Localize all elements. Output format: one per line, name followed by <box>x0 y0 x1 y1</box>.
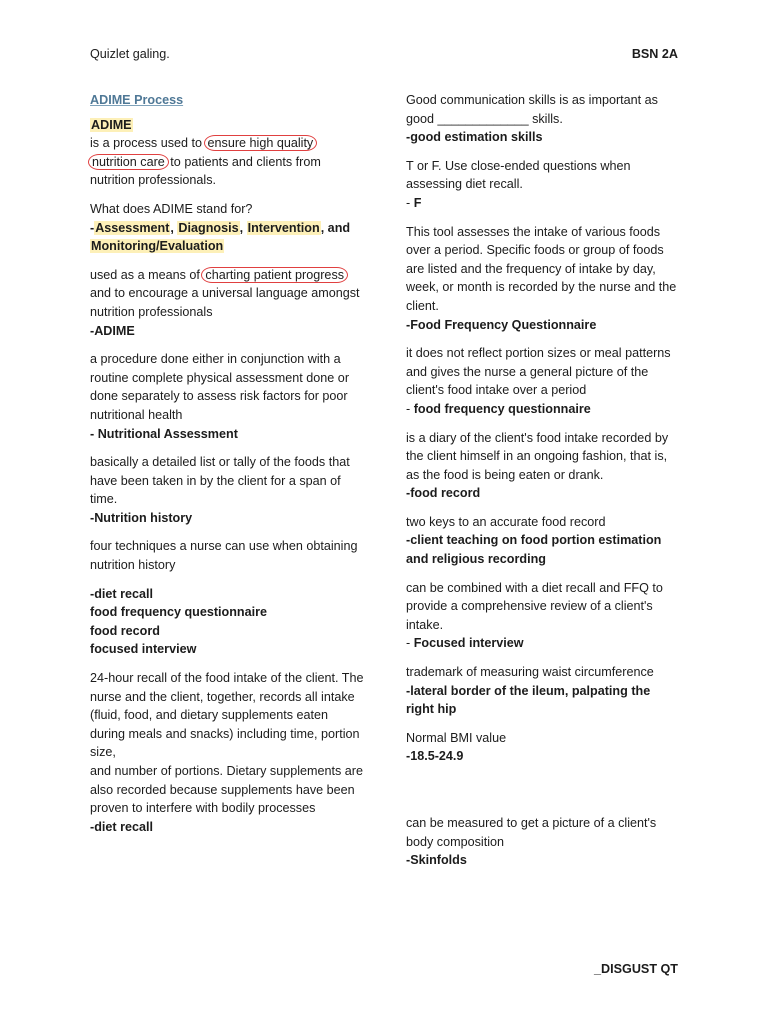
circled-phrase-2: nutrition care <box>88 154 169 170</box>
adime-title: ADIME <box>91 117 132 132</box>
circled-phrase-3: charting patient progress <box>201 267 348 283</box>
dash: - <box>406 195 414 210</box>
dash: - <box>406 636 414 651</box>
answer-text: Focused interview <box>413 636 524 651</box>
ffq-item <box>406 223 681 335</box>
question-text: four techniques a nurse can use when obtaining nutrition history <box>90 539 358 573</box>
nutritional-assessment-item <box>90 350 365 443</box>
question-text: a procedure done either in conjunction with a routine complete physical assessment done or done separately to assess risk factors for poor nutritional health <box>90 352 350 422</box>
right-column <box>406 91 681 880</box>
answer-text: food frequency questionnaire <box>413 401 591 416</box>
answer-line: focused interview <box>90 642 197 657</box>
answer-monitoring: Monitoring/Evaluation <box>91 239 224 254</box>
adime-definition <box>90 116 365 190</box>
food-record-item <box>406 429 681 503</box>
keys-item <box>406 513 681 569</box>
header-right: BSN 2A <box>631 47 678 61</box>
question-text: trademark of measuring waist circumference <box>406 665 654 680</box>
answer-intervention: Intervention <box>247 220 320 235</box>
question-text: T or F. Use close-ended questions when assessing diet recall. <box>406 158 631 192</box>
question-text: can be combined with a diet recall and FFQ to provide a comprehensive review of a client's intake. <box>406 580 663 632</box>
answer-text: -ADIME <box>90 323 135 338</box>
answer-text: - Nutritional Assessment <box>90 426 238 441</box>
answer-text: -client teaching on food portion estimation and religious recording <box>406 533 662 567</box>
ffq2-item <box>406 344 681 418</box>
separator: , <box>239 220 247 235</box>
circled-phrase-1: ensure high quality <box>204 135 318 151</box>
adime-stand-for <box>90 200 365 256</box>
question-text-2: and to encourage a universal language amongst nutrition professionals <box>90 286 360 319</box>
left-column <box>90 91 365 846</box>
question-text: used as a means of <box>90 267 204 282</box>
answer-text: -Nutrition history <box>90 510 193 525</box>
dash: - <box>406 401 414 416</box>
answer-text: -18.5-24.9 <box>406 749 464 764</box>
nutrition-history-item <box>90 453 365 527</box>
answer-assessment: Assessment <box>95 220 170 235</box>
answer-diagnosis: Diagnosis <box>178 220 239 235</box>
true-false-item <box>406 157 681 213</box>
answer-text: -Skinfolds <box>406 853 467 868</box>
answer-text: -good estimation skills <box>406 130 543 145</box>
techniques-item <box>90 537 365 659</box>
question-text: can be measured to get a picture of a client's body composition <box>406 816 657 849</box>
question-text: Normal BMI value <box>406 730 507 745</box>
question-text: is a diary of the client's food intake recorded by the client himself in an ongoing fashion, that is, as the food is being eaten or drank. <box>406 430 669 482</box>
question-text: 24-hour recall of the food intake of the client. The nurse and the client, together, records all intake (fluid, food, and dietary supplements eaten during meals and snacks) including time, portion size, <box>90 671 364 760</box>
charting-item <box>90 266 365 340</box>
question-text: Good communication skills is as important as good _____________ skills. <box>406 93 658 126</box>
focused-interview-item <box>406 579 681 653</box>
footer-signature: _DISGUST QT <box>594 962 678 976</box>
header-left: Quizlet galing. <box>90 47 170 61</box>
section-heading: ADIME Process <box>90 93 184 107</box>
adime-text-2: to patients and clients from nutrition professionals. <box>90 154 321 188</box>
diet-recall-item <box>90 669 365 836</box>
answer-text: -diet recall <box>90 819 153 834</box>
question-text: it does not reflect portion sizes or meal patterns and gives the nurse a general picture of the client's food intake over a period <box>406 346 671 398</box>
answer-text: F <box>413 195 422 210</box>
answer-line: food frequency questionnaire <box>90 605 268 620</box>
bmi-item <box>406 729 681 766</box>
communication-item <box>406 91 681 147</box>
question-text: What does ADIME stand for? <box>90 201 253 216</box>
waist-item <box>406 663 681 719</box>
question-text-2: and number of portions. Dietary supplements are also recorded because supplements have been proven to interfere with bodily processes <box>90 764 364 816</box>
adime-text-1: is a process used to <box>90 136 206 151</box>
answer-line: -diet recall <box>90 586 153 601</box>
dash: - <box>90 220 95 235</box>
question-text: two keys to an accurate food record <box>406 514 606 529</box>
answer-text: -lateral border of the ileum, palpating the right hip <box>406 683 651 717</box>
separator: , and <box>320 220 351 235</box>
answer-text: -food record <box>406 486 481 501</box>
answer-line: food record <box>90 623 160 638</box>
question-text: This tool assesses the intake of various foods over a period. Specific foods or group of foods are listed and the frequency of intake by day, week, or month is recorded by the nurse and the client. <box>406 224 677 313</box>
skinfolds-item <box>406 814 681 870</box>
answer-text: -Food Frequency Questionnaire <box>406 317 597 332</box>
separator: , <box>170 220 178 235</box>
question-text: basically a detailed list or tally of the foods that have been taken in by the client for a span of time. <box>90 455 350 507</box>
